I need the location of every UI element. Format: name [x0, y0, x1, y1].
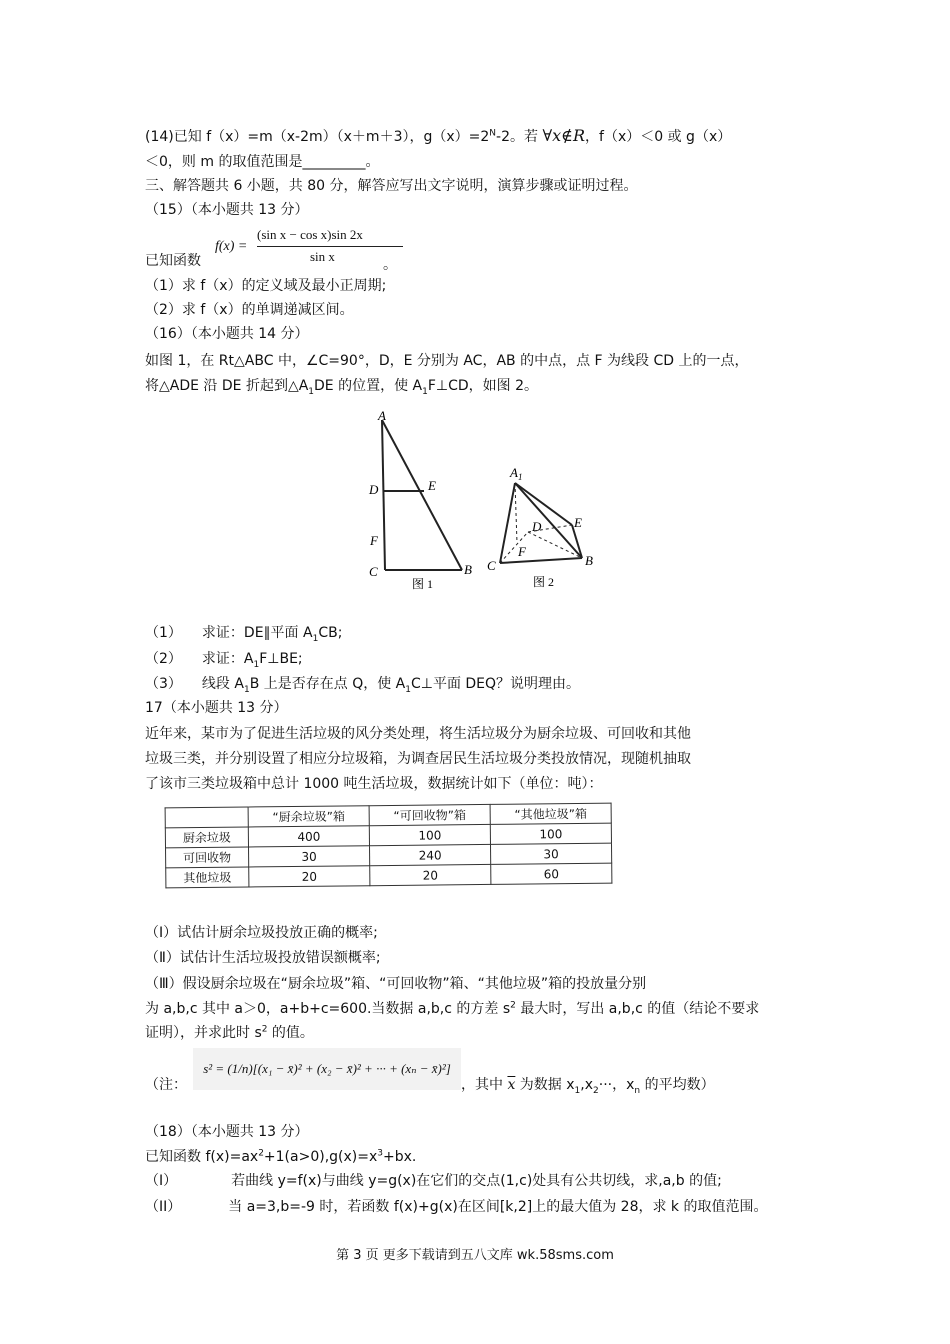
- q17-part1: （Ⅰ）试估计厨余垃圾投放正确的概率;: [145, 925, 378, 941]
- q17-text2: 垃圾三类，并分别设置了相应分垃圾箱，为调查居民生活垃圾分类投放情况，现随机抽取: [145, 751, 691, 767]
- table-cell: 240: [370, 844, 491, 865]
- q15-header: （15）（本小题共 13 分）: [145, 202, 309, 218]
- page-footer: 第 3 页 更多下载请到五八文库 wk.58sms.com: [336, 1248, 614, 1263]
- figure-1-2: [360, 410, 610, 600]
- fig1-label-E: E: [428, 478, 436, 493]
- table-cell: 30: [249, 846, 370, 867]
- q17-part3-line3: 证明），并求此时 $s^2$ 的值。: [145, 1024, 314, 1041]
- q17-part3-line1: （Ⅲ）假设厨余垃圾在“厨余垃圾”箱、“可回收物”箱、“其他垃圾”箱的投放量分别: [145, 976, 647, 992]
- fig2-label-F: F: [518, 544, 526, 559]
- q17-part3-line2: 为 a,b,c 其中 a＞0，a+b+c=600.当数据 a,b,c 的方差 $s^2$ 最大时，写出 a,b,c 的值（结论不要求: [145, 1000, 760, 1017]
- fig1-label-F: F: [370, 533, 378, 548]
- q15-part2: （2）求 f（x）的单调递减区间。: [145, 302, 354, 318]
- formula-denominator: sin x: [310, 249, 335, 264]
- fig2-label-D: D: [532, 519, 542, 534]
- q17-header: 17（本小题共 13 分）: [145, 700, 288, 716]
- q14-line2: ＜0，则 m 的取值范围是_________。: [145, 154, 380, 170]
- fig2-label-B: B: [585, 553, 593, 568]
- table-cell: 厨余垃圾: [165, 827, 248, 848]
- table-cell: 可回收物: [166, 847, 249, 868]
- variance-formula: s² = (1/n)[(x₁ − x̄)² + (x₂ − x̄)² + ··· + (xₙ − x̄)²]: [193, 1048, 461, 1090]
- q18-part2: （II） 当 a=3,b=-9 时，若函数 f(x)+g(x)在区间[k,2]上的最大值为 28，求 k 的取值范围。: [145, 1199, 768, 1215]
- table-header-cell: “可回收物”箱: [369, 804, 490, 825]
- q16-part3: （3） 线段 $A_1B$ 上是否存在点 Q，使 $A_1C\perp$平面 DEQ？说明理由。: [145, 676, 581, 695]
- q15-part1: （1）求 f（x）的定义域及最小正周期;: [145, 278, 387, 294]
- fig1-label-D: D: [369, 482, 379, 497]
- q16-text2: 将△ADE 沿 DE 折起到$\triangle A_1DE$ 的位置，使 $A_1F\perp CD$，如图 2。: [145, 378, 539, 397]
- fig2-caption: 图 2: [533, 575, 555, 589]
- table-cell: 100: [490, 823, 611, 844]
- q16-header: （16）（本小题共 14 分）: [145, 326, 309, 342]
- q18-text: 已知函数 $f(x)=ax^2+1(a>0),g(x)=x^3+bx$.: [145, 1148, 417, 1165]
- q18-part1: （I） 若曲线 y=f(x)与曲线 y=g(x)在它们的交点(1,c)处具有公共切线，求,a,b 的值;: [145, 1173, 722, 1189]
- table-row: [166, 863, 612, 888]
- table-cell: 30: [490, 843, 611, 864]
- figure-1-triangle: [382, 420, 462, 570]
- q18-header: （18）（本小题共 13 分）: [145, 1124, 309, 1140]
- table-cell: 其他垃圾: [166, 867, 249, 888]
- q17-text3: 了该市三类垃圾箱中总计 1000 吨生活垃圾，数据统计如下（单位：吨）：: [145, 776, 603, 792]
- fig2-label-A1: $A_1$: [510, 465, 523, 482]
- q17-text1: 近年来，某市为了促进生活垃圾的风分类处理，将生活垃圾分为厨余垃圾、可回收和其他: [145, 726, 691, 742]
- fig1-label-C: C: [369, 564, 378, 579]
- figures: [360, 410, 610, 600]
- fig1-caption: 图 1: [412, 577, 434, 591]
- q16-part2: （2） 求证：$A_1F\perp BE$;: [145, 651, 303, 670]
- q17-part2: （Ⅱ）试估计生活垃圾投放错误额概率;: [145, 950, 381, 966]
- table-cell: 60: [491, 863, 612, 884]
- fig2-label-C: C: [487, 558, 496, 573]
- fig1-label-B: B: [464, 562, 472, 577]
- formula-lhs: f(x) =: [215, 239, 248, 254]
- table-cell: 100: [369, 824, 490, 845]
- q16-part1: （1） 求证：DE∥平面 $A_1CB$;: [145, 625, 343, 644]
- q16-text1: 如图 1，在 Rt△ABC 中，∠C=90°，D，E 分别为 AC，AB 的中点，点 F 为线段 CD 上的一点，: [145, 353, 749, 369]
- table-cell: 400: [248, 826, 369, 847]
- table-cell: 20: [249, 866, 370, 887]
- table-cell: 20: [370, 864, 491, 885]
- table-header-cell: [165, 807, 248, 828]
- table-header-cell: “其他垃圾”箱: [490, 803, 611, 824]
- table-header-cell: “厨余垃圾”箱: [248, 806, 369, 827]
- fig1-label-A: A: [378, 410, 386, 423]
- section-3-heading: 三、解答题共 6 小题，共 80 分，解答应写出文字说明，演算步骤或证明过程。: [145, 178, 638, 194]
- fig2-label-E: E: [574, 515, 582, 530]
- q14-line1: (14)已知 f（x）=m（x-2m）（x＋m＋3），$g(x)=2^N-2$。若 ∀x∉R，f（x）＜0 或 g（x）: [145, 126, 732, 145]
- formula-numerator: (sin x − cos x)sin 2x: [257, 227, 363, 242]
- q17-data-table: [165, 803, 613, 889]
